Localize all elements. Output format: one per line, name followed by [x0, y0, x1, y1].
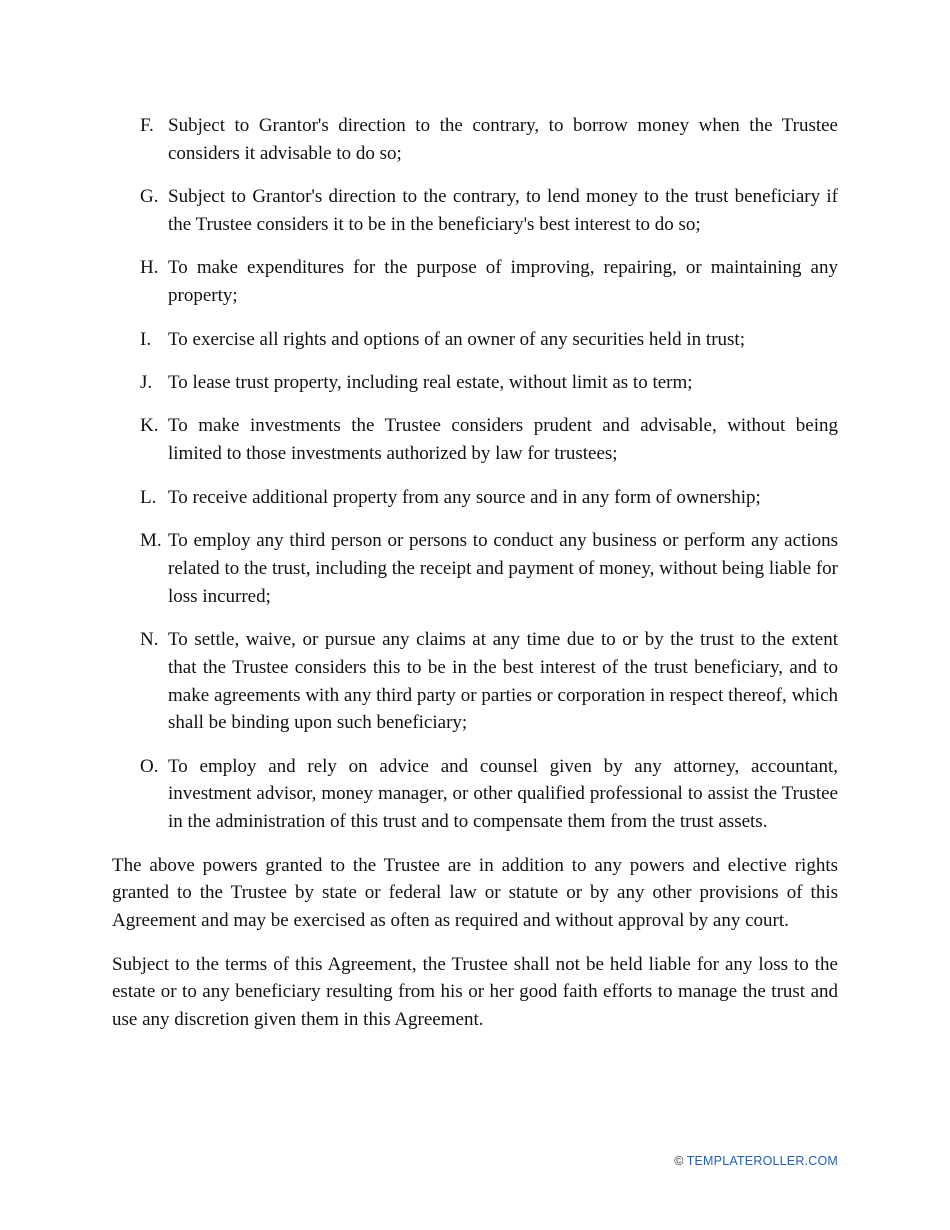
list-item-marker: L. [140, 486, 157, 508]
list-item-marker: I. [140, 328, 152, 350]
list-item-text: Subject to Grantor's direction to the contrary, to borrow money when the Trustee considers it advisable to do so; [168, 115, 838, 164]
list-item-marker: M. [140, 529, 162, 551]
list-item-text: To make investments the Trustee considers prudent and advisable, without being limited to those investments authorized by law for trustees; [168, 415, 838, 465]
list-item [112, 412, 838, 468]
list-item-marker: O. [140, 755, 159, 777]
list-item-text: To lease trust property, including real estate, without limit as to term; [168, 371, 693, 393]
powers-summary-paragraph: The above powers granted to the Trustee are in addition to any powers and elective rights granted to the Trustee by state or federal law or statute or by any other provisions of this Agreement and may be exercised as often as required and without approval by any court. [112, 854, 838, 932]
list-item-text: To employ any third person or persons to conduct any business or perform any actions related to the trust, including the receipt and payment of money, without being liable for loss incurred; [168, 529, 838, 607]
list-item-marker: F. [140, 115, 154, 136]
list-item-marker: K. [140, 415, 159, 437]
list-item [112, 369, 838, 397]
list-item-text: To settle, waive, or pursue any claims at any time due to or by the trust to the extent that the Trustee considers this to be in the best interest of the trust beneficiary, and to make agreements with any third party or parties or corporation in respect thereof, which shall be binding upon such beneficiary; [168, 628, 838, 734]
list-item-text: To receive additional property from any source and in any form of ownership; [168, 486, 761, 508]
powers-list [112, 112, 838, 836]
list-item [112, 484, 838, 512]
copyright-symbol: © [674, 1154, 684, 1168]
list-item-marker: H. [140, 257, 159, 279]
list-item-text: Subject to Grantor's direction to the contrary, to lend money to the trust beneficiary if the Trustee considers it to be in the beneficiary's best interest to do so; [168, 186, 838, 235]
templateroller-link[interactable]: TEMPLATEROLLER.COM [686, 1154, 838, 1168]
list-item [112, 183, 838, 239]
list-item [112, 112, 838, 168]
list-item-marker: N. [140, 628, 159, 650]
list-item-marker: J. [140, 371, 153, 393]
list-item-text: To exercise all rights and options of an owner of any securities held in trust; [168, 328, 745, 350]
list-item [112, 626, 838, 737]
list-item-text: To make expenditures for the purpose of improving, repairing, or maintaining any property; [168, 257, 838, 307]
list-item [112, 753, 838, 836]
list-item-text: To employ and rely on advice and counsel given by any attorney, accountant, investment advisor, money manager, or other qualified professional to assist the Trustee in the administration of this trust and to compensate them from the trust assets. [168, 755, 838, 833]
list-item-marker: G. [140, 186, 159, 208]
document-page [112, 112, 838, 1050]
list-item [112, 254, 838, 310]
list-item [112, 527, 838, 610]
footer-credit [674, 1154, 838, 1168]
liability-paragraph: Subject to the terms of this Agreement, the Trustee shall not be held liable for any loss to the estate or to any beneficiary resulting from his or her good faith efforts to manage the trust and use any discretion given them in this Agreement. [112, 953, 838, 1031]
list-item [112, 326, 838, 354]
